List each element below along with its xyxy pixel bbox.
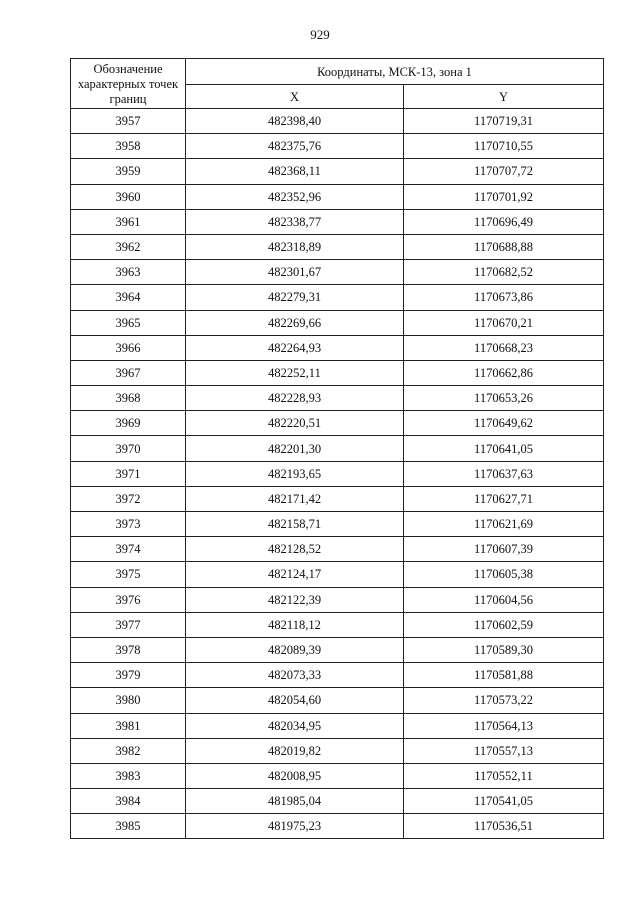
point-cell: 3978 [71, 637, 186, 662]
y-cell: 1170710,55 [404, 134, 604, 159]
page-number: 929 [310, 27, 330, 42]
table-row [71, 461, 604, 486]
x-column-header: X [186, 85, 404, 109]
point-cell: 3976 [71, 587, 186, 612]
table-row [71, 688, 604, 713]
y-cell: 1170673,86 [404, 285, 604, 310]
y-cell: 1170552,11 [404, 763, 604, 788]
x-cell: 482128,52 [186, 537, 404, 562]
x-cell: 482158,71 [186, 512, 404, 537]
point-cell: 3967 [71, 360, 186, 385]
y-cell: 1170589,30 [404, 637, 604, 662]
x-cell: 482220,51 [186, 411, 404, 436]
table-row [71, 814, 604, 839]
point-cell: 3982 [71, 738, 186, 763]
point-cell: 3963 [71, 260, 186, 285]
y-cell: 1170641,05 [404, 436, 604, 461]
table-row [71, 436, 604, 461]
x-cell: 482318,89 [186, 234, 404, 259]
x-cell: 481975,23 [186, 814, 404, 839]
table-row [71, 386, 604, 411]
point-cell: 3960 [71, 184, 186, 209]
x-cell: 482008,95 [186, 763, 404, 788]
y-cell: 1170670,21 [404, 310, 604, 335]
x-cell: 482193,65 [186, 461, 404, 486]
table-row [71, 663, 604, 688]
y-cell: 1170662,86 [404, 360, 604, 385]
x-cell: 482019,82 [186, 738, 404, 763]
y-cell: 1170637,63 [404, 461, 604, 486]
x-cell: 482089,39 [186, 637, 404, 662]
table-row [71, 713, 604, 738]
point-cell: 3957 [71, 109, 186, 134]
y-cell: 1170621,69 [404, 512, 604, 537]
point-cell: 3983 [71, 763, 186, 788]
x-cell: 482122,39 [186, 587, 404, 612]
x-cell: 482201,30 [186, 436, 404, 461]
y-cell: 1170653,26 [404, 386, 604, 411]
x-cell: 482118,12 [186, 612, 404, 637]
table-row [71, 537, 604, 562]
y-cell: 1170707,72 [404, 159, 604, 184]
point-cell: 3970 [71, 436, 186, 461]
point-cell: 3964 [71, 285, 186, 310]
table-row [71, 789, 604, 814]
x-cell: 481985,04 [186, 789, 404, 814]
table-row [71, 562, 604, 587]
y-cell: 1170536,51 [404, 814, 604, 839]
x-cell: 482034,95 [186, 713, 404, 738]
x-cell: 482368,11 [186, 159, 404, 184]
table-row [71, 612, 604, 637]
y-column-header: Y [404, 85, 604, 109]
y-cell: 1170573,22 [404, 688, 604, 713]
y-cell: 1170688,88 [404, 234, 604, 259]
x-cell: 482375,76 [186, 134, 404, 159]
coordinates-table [70, 58, 604, 839]
point-cell: 3979 [71, 663, 186, 688]
y-cell: 1170602,59 [404, 612, 604, 637]
x-cell: 482352,96 [186, 184, 404, 209]
point-cell: 3961 [71, 209, 186, 234]
coordinates-header: Координаты, МСК-13, зона 1 [186, 59, 604, 85]
x-cell: 482124,17 [186, 562, 404, 587]
table-row [71, 109, 604, 134]
x-cell: 482264,93 [186, 335, 404, 360]
y-cell: 1170649,62 [404, 411, 604, 436]
table-row [71, 234, 604, 259]
table-row [71, 335, 604, 360]
table-row [71, 310, 604, 335]
table-row [71, 637, 604, 662]
y-cell: 1170557,13 [404, 738, 604, 763]
table-row [71, 184, 604, 209]
table-row [71, 360, 604, 385]
point-cell: 3971 [71, 461, 186, 486]
y-cell: 1170701,92 [404, 184, 604, 209]
point-cell: 3959 [71, 159, 186, 184]
point-cell: 3965 [71, 310, 186, 335]
point-cell: 3966 [71, 335, 186, 360]
table-body [71, 109, 604, 839]
point-cell: 3962 [71, 234, 186, 259]
table-row [71, 738, 604, 763]
point-column-header: Обозначение характерных точек границ [71, 59, 186, 109]
table-row [71, 486, 604, 511]
point-cell: 3974 [71, 537, 186, 562]
y-cell: 1170605,38 [404, 562, 604, 587]
x-cell: 482269,66 [186, 310, 404, 335]
x-cell: 482054,60 [186, 688, 404, 713]
x-cell: 482279,31 [186, 285, 404, 310]
table-row [71, 285, 604, 310]
table-row [71, 159, 604, 184]
point-cell: 3985 [71, 814, 186, 839]
table-row [71, 134, 604, 159]
table-row [71, 209, 604, 234]
table-row [71, 260, 604, 285]
y-cell: 1170719,31 [404, 109, 604, 134]
point-cell: 3972 [71, 486, 186, 511]
point-cell: 3968 [71, 386, 186, 411]
table-row [71, 411, 604, 436]
y-cell: 1170627,71 [404, 486, 604, 511]
point-cell: 3975 [71, 562, 186, 587]
y-cell: 1170668,23 [404, 335, 604, 360]
x-cell: 482171,42 [186, 486, 404, 511]
y-cell: 1170607,39 [404, 537, 604, 562]
y-cell: 1170541,05 [404, 789, 604, 814]
point-cell: 3981 [71, 713, 186, 738]
point-cell: 3973 [71, 512, 186, 537]
x-cell: 482252,11 [186, 360, 404, 385]
x-cell: 482398,40 [186, 109, 404, 134]
point-cell: 3958 [71, 134, 186, 159]
table-row [71, 587, 604, 612]
table-row [71, 512, 604, 537]
y-cell: 1170581,88 [404, 663, 604, 688]
point-cell: 3977 [71, 612, 186, 637]
y-cell: 1170564,13 [404, 713, 604, 738]
y-cell: 1170682,52 [404, 260, 604, 285]
point-cell: 3969 [71, 411, 186, 436]
y-cell: 1170604,56 [404, 587, 604, 612]
x-cell: 482301,67 [186, 260, 404, 285]
point-cell: 3980 [71, 688, 186, 713]
x-cell: 482338,77 [186, 209, 404, 234]
point-cell: 3984 [71, 789, 186, 814]
y-cell: 1170696,49 [404, 209, 604, 234]
table-row [71, 763, 604, 788]
x-cell: 482073,33 [186, 663, 404, 688]
x-cell: 482228,93 [186, 386, 404, 411]
